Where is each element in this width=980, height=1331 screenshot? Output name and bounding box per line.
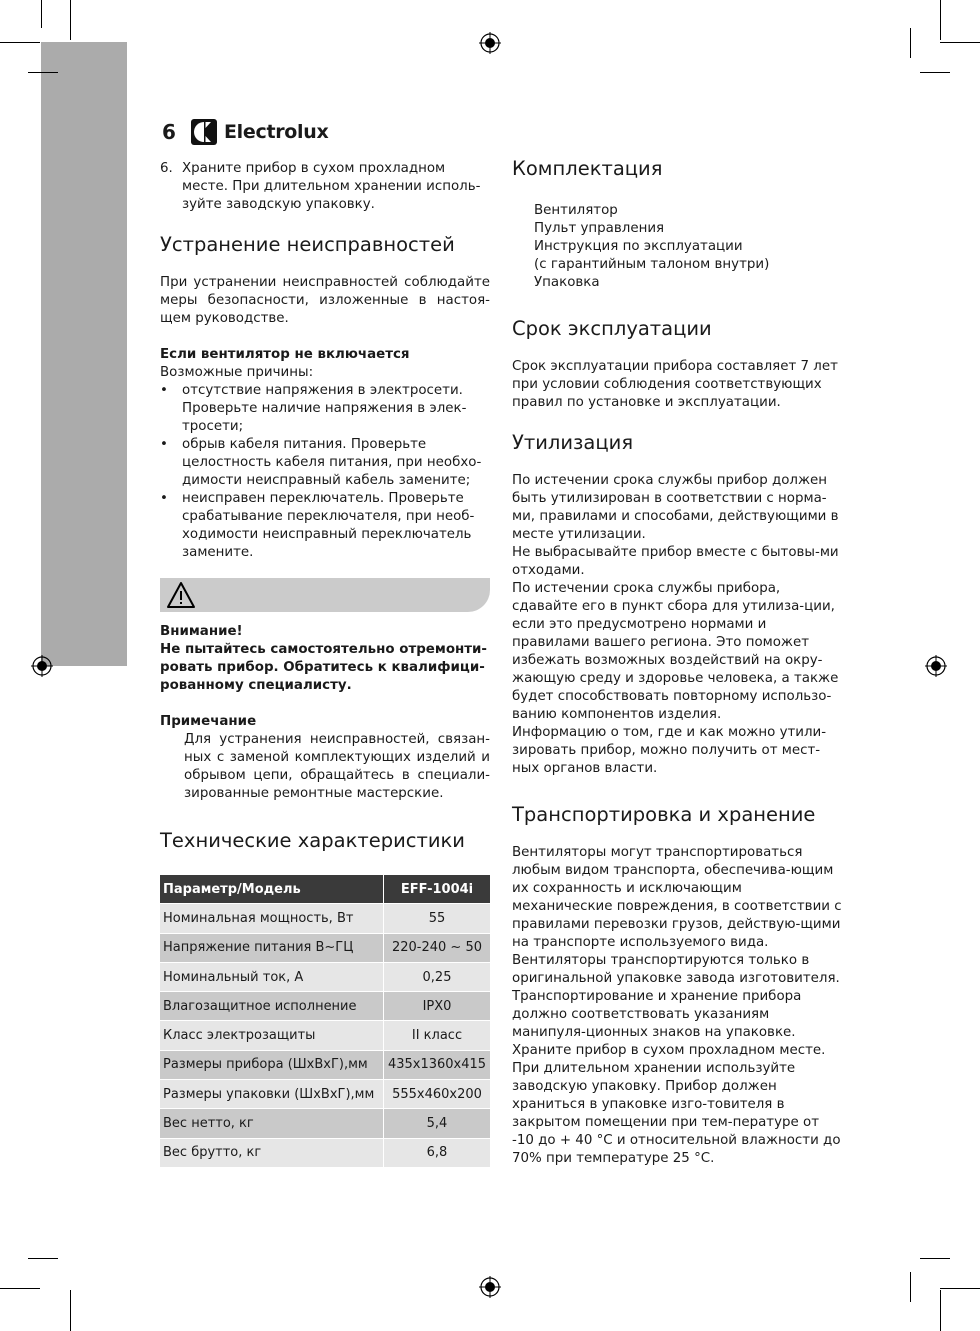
- list-item: Упаковка: [534, 275, 600, 290]
- param-cell: Номинальный ток, А: [160, 962, 384, 991]
- warning-banner: [160, 578, 490, 612]
- note-text: Для устранения неисправностей, связан-ных с заменой комплектующих изделий и обрывом цепи, обращайтесь в специали-зированные ремонтные мастерские.: [184, 732, 490, 801]
- crop-mark: [940, 1288, 980, 1289]
- crop-mark: [920, 1258, 950, 1259]
- list-item: • неисправен переключатель. Проверьте срабатывание переключателя, при необ-ходимости неисправный переключатель замените.: [160, 490, 490, 562]
- crop-mark: [910, 28, 911, 58]
- note-block: [160, 713, 490, 803]
- disposal-paragraph: По истечении срока службы прибора, сдавайте его в пункт сбора для утилиза-ции, если это предусмотрено нормами и правилами вашего региона. Это поможет избежать возможных воздействий на окру-жающую среду и здоровье человека, а также будет способствовать повторному использо-ванию компонентов изделия.: [512, 581, 839, 722]
- param-cell: Класс электрозащиты: [160, 1021, 384, 1050]
- list-item: Вентилятор: [534, 203, 618, 218]
- list-item: (с гарантийным талоном внутри): [534, 257, 770, 272]
- registration-mark-icon: [479, 1276, 501, 1298]
- list-item: • отсутствие напряжения в электросети. Проверьте наличие напряжения в элек-тросети;: [160, 382, 490, 436]
- brand-name: Electrolux: [224, 121, 329, 143]
- crop-mark: [41, 0, 42, 28]
- storage-item: [160, 160, 490, 214]
- table-row: [160, 992, 490, 1021]
- crop-mark: [28, 72, 58, 73]
- item-number: 6.: [160, 161, 173, 176]
- brand-logo: [190, 118, 328, 146]
- specs-table: [160, 875, 490, 1168]
- kit-list: [512, 202, 842, 292]
- side-color-bar: [41, 42, 127, 666]
- note-heading: Примечание: [160, 714, 257, 729]
- no-start-heading: Если вентилятор не включается: [160, 347, 410, 362]
- page-number: 6: [162, 120, 176, 144]
- attention-text: Не пытайтесь самостоятельно отремонти-ровать прибор. Обратитесь к квалифици-рованному специалисту.: [160, 642, 487, 693]
- cause-text: отсутствие напряжения в электросети. Проверьте наличие напряжения в элек-тросети;: [182, 383, 467, 434]
- crop-mark: [940, 42, 980, 43]
- registration-mark-icon: [479, 32, 501, 54]
- transport-heading: Транспортировка и хранение: [512, 803, 816, 826]
- disposal-paragraph: Информацию о том, где и как можно утили-зировать прибор, можно получить от мест-ных органов власти.: [512, 725, 827, 776]
- crop-mark: [0, 1288, 40, 1289]
- item-text: Храните прибор в сухом прохладном месте. При длительном хранении исполь-зуйте заводскую упаковку.: [182, 161, 481, 212]
- disposal-paragraph: По истечении срока службы прибор должен быть утилизирован в соответствии с норма-ми, правилами и способами, действующими в месте утилизации.: [512, 473, 839, 542]
- table-row: [160, 1021, 490, 1050]
- registration-mark-icon: [31, 655, 53, 677]
- transport-text: Вентиляторы могут транспортироваться любым видом транспорта, обеспечива-ющим их сохранность и исключающим механические повреждения, в соответствии с правилами перевозки грузов, действую-щими на транспорте используемого вида. Вентиляторы транспортируются только в оригинальной упаковке завода изготовителя. Транспортирование и хранение прибора должно соответствовать указаниям манипуля-ционных знаков на упаковке. Храните прибор в сухом прохладном месте. При длительном хранении используйте заводскую упаковку. Прибор должен храниться в упаковке изго-товителя в закрытом помещении при тем-пературе от -10 до + 40 °С и относительной влажности до 70% при температуре 25 °С.: [512, 845, 842, 1166]
- attention-heading: Внимание!: [160, 624, 243, 639]
- param-cell: Напряжение питания В~ГЦ: [160, 933, 384, 962]
- value-cell: 55: [384, 904, 491, 933]
- value-cell: 6,8: [384, 1138, 491, 1167]
- no-start-section: [160, 346, 490, 562]
- specs-heading: Технические характеристики: [160, 829, 465, 852]
- list-item: Пульт управления: [534, 221, 665, 236]
- attention-block: [160, 623, 490, 695]
- troubleshoot-intro: При устранении неисправностей соблюдайте меры безопасности, изложенные в настоя-щем руководстве.: [160, 275, 490, 326]
- crop-mark: [0, 42, 40, 43]
- param-cell: Вес брутто, кг: [160, 1138, 384, 1167]
- registration-mark-icon: [925, 655, 947, 677]
- param-cell: Номинальная мощность, Вт: [160, 904, 384, 933]
- crop-mark: [910, 1272, 911, 1302]
- crop-mark: [940, 0, 941, 40]
- crop-mark: [70, 0, 71, 40]
- table-row: [160, 1109, 490, 1138]
- cause-text: обрыв кабеля питания. Проверьте целостность кабеля питания, при необхо-димости неисправный кабель замените;: [182, 437, 482, 488]
- value-cell: IPX0: [384, 992, 491, 1021]
- crop-mark: [28, 1258, 58, 1259]
- column-header-model: EFF-1004i: [384, 875, 491, 904]
- list-item: Инструкция по эксплуатации: [534, 239, 743, 254]
- electrolux-logo-icon: [190, 118, 218, 146]
- value-cell: 435x1360x415: [384, 1050, 491, 1079]
- param-cell: Вес нетто, кг: [160, 1109, 384, 1138]
- value-cell: 5,4: [384, 1109, 491, 1138]
- param-cell: Размеры прибора (ШхВхГ),мм: [160, 1050, 384, 1079]
- crop-mark: [920, 72, 950, 73]
- value-cell: II класс: [384, 1021, 491, 1050]
- value-cell: 220-240 ~ 50: [384, 933, 491, 962]
- value-cell: 0,25: [384, 962, 491, 991]
- warning-triangle-icon: [166, 581, 196, 609]
- troubleshoot-heading: Устранение неисправностей: [160, 233, 455, 256]
- crop-mark: [940, 1290, 941, 1331]
- table-row: [160, 962, 490, 991]
- list-item: • обрыв кабеля питания. Проверьте целостность кабеля питания, при необхо-димости неисправный кабель замените;: [160, 436, 490, 490]
- column-header-param: Параметр/Модель: [160, 875, 384, 904]
- table-header-row: [160, 875, 490, 904]
- table-row: [160, 1050, 490, 1079]
- disposal-section: [512, 472, 842, 778]
- disposal-paragraph: Не выбрасывайте прибор вместе с бытовы-ми отходами.: [512, 545, 839, 578]
- param-cell: Влагозащитное исполнение: [160, 992, 384, 1021]
- table-row: [160, 1138, 490, 1167]
- crop-mark: [70, 1290, 71, 1331]
- table-row: [160, 933, 490, 962]
- disposal-heading: Утилизация: [512, 431, 634, 454]
- cause-text: неисправен переключатель. Проверьте срабатывание переключателя, при необ-ходимости неисправный переключатель замените.: [182, 491, 475, 560]
- table-row: [160, 904, 490, 933]
- kit-heading: Комплектация: [512, 157, 663, 180]
- param-cell: Размеры упаковки (ШхВхГ),мм: [160, 1080, 384, 1109]
- lifetime-heading: Срок эксплуатации: [512, 317, 712, 340]
- lifetime-text: Срок эксплуатации прибора составляет 7 лет при условии соблюдения соответствующих правил по установке и эксплуатации.: [512, 359, 838, 410]
- causes-label: Возможные причины:: [160, 365, 314, 380]
- table-row: [160, 1080, 490, 1109]
- value-cell: 555x460x200: [384, 1080, 491, 1109]
